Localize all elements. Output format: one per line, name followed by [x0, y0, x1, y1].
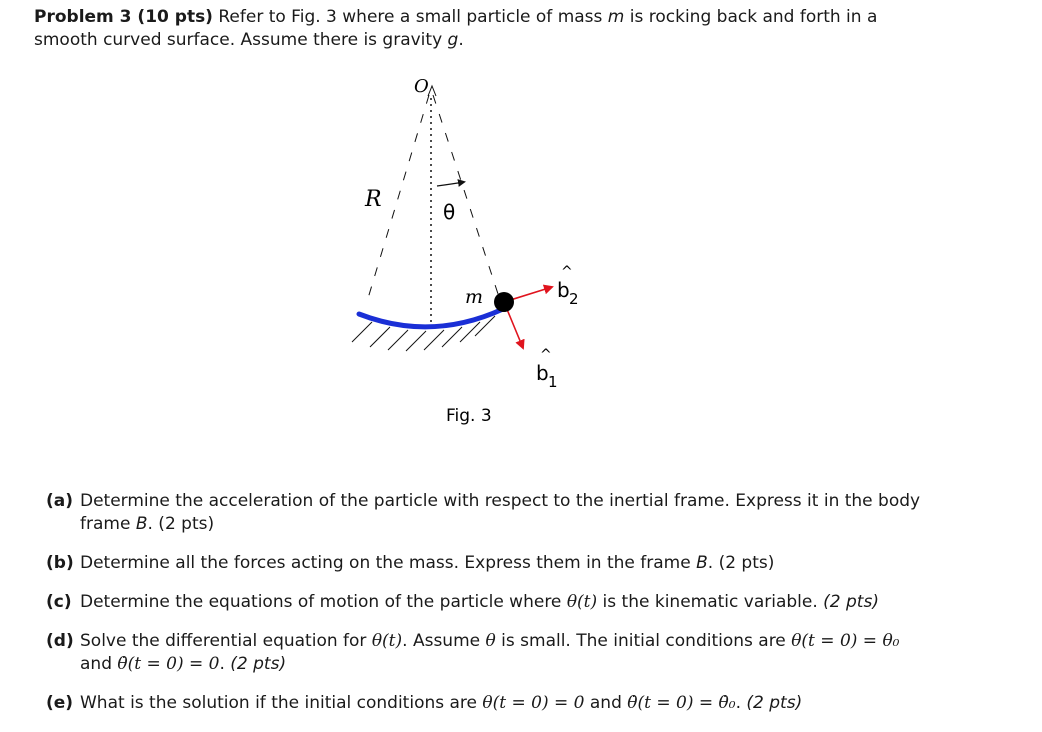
- part-c-rest: is the kinematic variable.: [597, 592, 824, 612]
- part-b-frame: B: [696, 553, 708, 573]
- part-d-points: (2 pts): [230, 654, 287, 674]
- origin-label: O: [414, 76, 429, 97]
- part-a-points: . (2 pts): [147, 514, 215, 534]
- b1-subscript: 1: [548, 373, 558, 391]
- part-c-theta: θ(t): [566, 592, 598, 612]
- part-e-text-3: .: [735, 693, 747, 713]
- problem-mid-text: is rocking back and forth in a smooth curved surface. Assume there is gravity: [34, 7, 878, 50]
- problem-end-text: .: [458, 30, 464, 50]
- part-e-text-1: What is the solution if the initial conditions are: [80, 693, 483, 713]
- part-d: [46, 630, 926, 676]
- radius-line-right: [433, 95, 500, 300]
- part-b-points: . (2 pts): [707, 553, 775, 573]
- part-d-text-3: is small. The initial conditions are: [495, 631, 792, 651]
- part-c-points: (2 pts): [823, 592, 879, 612]
- gravity-symbol: g: [447, 30, 459, 50]
- part-e: [46, 692, 926, 715]
- part-e-label: (e): [46, 693, 74, 713]
- part-d-text-2: . Assume: [402, 631, 486, 651]
- part-d-text-1: Solve the differential equation for: [80, 631, 372, 651]
- part-e-points: (2 pts): [746, 693, 803, 713]
- part-a-text: Determine the acceleration of the particle with respect to the inertial frame. Express it in the body frame: [80, 491, 921, 534]
- b1-hat: ^: [540, 347, 552, 363]
- part-a: [46, 490, 926, 536]
- part-d-ic1: θ(t = 0) = θ₀: [791, 631, 900, 651]
- part-a-label: (a): [46, 491, 74, 511]
- part-d-text-4: and: [80, 654, 118, 674]
- mass-symbol: m: [607, 7, 625, 27]
- part-d-theta: θ: [485, 631, 496, 651]
- problem-title: Problem 3 (10 pts): [34, 7, 213, 27]
- part-e-text-2: and: [584, 693, 628, 713]
- problem-lead-text: Refer to Fig. 3 where a small particle of mass: [212, 7, 608, 27]
- curved-surface: [359, 309, 503, 327]
- part-b-text: Determine all the forces acting on the mass. Express them in the frame: [80, 553, 697, 573]
- angle-label: θ: [443, 200, 456, 224]
- angle-arc: [437, 182, 464, 186]
- part-d-label: (d): [46, 631, 74, 651]
- particle-mass: [494, 292, 514, 312]
- mass-label: m: [465, 286, 484, 308]
- b2-letter: b: [557, 278, 570, 302]
- part-d-theta-t: θ(t): [371, 631, 403, 651]
- part-c-label: (c): [46, 592, 72, 612]
- part-c-text: Determine the equations of motion of the particle where: [80, 592, 567, 612]
- question-parts: [46, 490, 926, 715]
- origin-arrow-icon: [428, 86, 436, 96]
- b2-hat: ^: [561, 264, 573, 280]
- part-b: [46, 552, 926, 575]
- part-e-ic2: θ̇(t = 0) = θ̇₀: [627, 693, 736, 713]
- part-d-ic2: θ̇(t = 0) = 0: [117, 654, 220, 674]
- b1-letter: b: [536, 361, 549, 385]
- part-e-ic1: θ(t = 0) = 0: [482, 693, 585, 713]
- radius-label: R: [365, 187, 382, 212]
- part-a-frame: B: [135, 514, 148, 534]
- part-b-label: (b): [46, 553, 74, 573]
- part-c: [46, 591, 926, 614]
- figure-caption: Fig. 3: [446, 406, 492, 426]
- part-d-text-5: .: [219, 654, 231, 674]
- b2-subscript: 2: [569, 290, 579, 308]
